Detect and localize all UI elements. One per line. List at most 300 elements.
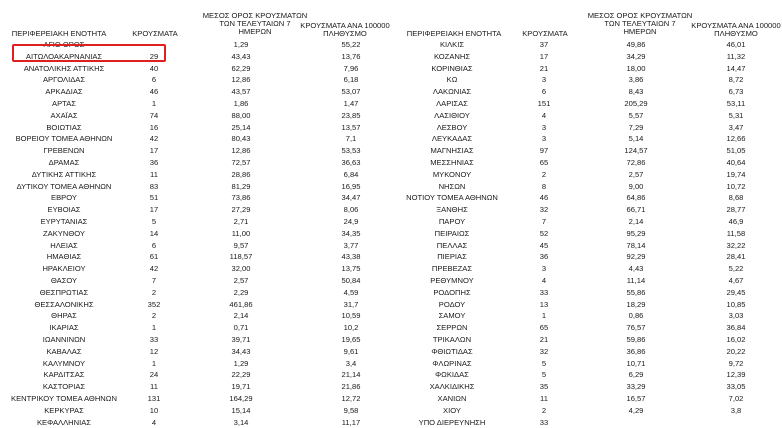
left-table-row bbox=[0, 310, 400, 322]
avg7-value: 9,00 bbox=[582, 181, 690, 193]
per100k-value: 21,14 bbox=[302, 369, 400, 381]
region-name: ΑΓΙΟ ΟΡΟΣ bbox=[0, 39, 128, 51]
left-table-row bbox=[0, 98, 400, 110]
cases-value: 52 bbox=[506, 228, 582, 240]
per100k-value: 3,4 bbox=[302, 358, 400, 370]
left-table-row bbox=[0, 228, 400, 240]
cases-value: 11 bbox=[128, 381, 180, 393]
right-header-cases: ΚΡΟΥΣΜΑΤΑ bbox=[510, 30, 580, 38]
cases-value: 17 bbox=[128, 204, 180, 216]
region-name: ΗΛΕΙΑΣ bbox=[0, 240, 128, 252]
cases-value: 21 bbox=[506, 63, 582, 75]
cases-value: 3 bbox=[506, 122, 582, 134]
region-name: ΙΚΑΡΙΑΣ bbox=[0, 322, 128, 334]
avg7-value: 124,57 bbox=[582, 145, 690, 157]
left-table-row bbox=[0, 181, 400, 193]
per100k-value: 14,47 bbox=[690, 63, 782, 75]
region-name: ΝΟΤΙΟΥ ΤΟΜΕΑ ΑΘΗΝΩΝ bbox=[398, 192, 506, 204]
cases-value: 5 bbox=[128, 216, 180, 228]
cases-value: 14 bbox=[128, 228, 180, 240]
right-table-row bbox=[398, 275, 782, 287]
right-table-row bbox=[398, 110, 782, 122]
left-table-row bbox=[0, 287, 400, 299]
region-name: ΔΥΤΙΚΟΥ ΤΟΜΕΑ ΑΘΗΝΩΝ bbox=[0, 181, 128, 193]
left-table-row bbox=[0, 192, 400, 204]
cases-value: 5 bbox=[506, 369, 582, 381]
cases-value: 6 bbox=[128, 240, 180, 252]
per100k-value: 1,47 bbox=[302, 98, 400, 110]
region-name: ΜΥΚΟΝΟΥ bbox=[398, 169, 506, 181]
avg7-value: 7,29 bbox=[582, 122, 690, 134]
right-table-row bbox=[398, 39, 782, 51]
per100k-value: 3,03 bbox=[690, 310, 782, 322]
cases-value: 21 bbox=[506, 334, 582, 346]
region-name: ΡΟΔΟΠΗΣ bbox=[398, 287, 506, 299]
avg7-value: 4,29 bbox=[582, 405, 690, 417]
region-name: ΚΙΛΚΙΣ bbox=[398, 39, 506, 51]
cases-value: 6 bbox=[506, 86, 582, 98]
cases-value: 37 bbox=[506, 39, 582, 51]
per100k-value: 46,01 bbox=[690, 39, 782, 51]
left-table-row bbox=[0, 263, 400, 275]
right-table-row bbox=[398, 181, 782, 193]
cases-value: 46 bbox=[506, 192, 582, 204]
left-table-row bbox=[0, 369, 400, 381]
left-cases-table bbox=[0, 39, 400, 428]
left-table-row bbox=[0, 346, 400, 358]
avg7-value: 4,43 bbox=[582, 263, 690, 275]
cases-value: 151 bbox=[506, 98, 582, 110]
region-name: ΛΑΡΙΣΑΣ bbox=[398, 98, 506, 110]
region-name: ΧΑΝΙΩΝ bbox=[398, 393, 506, 405]
avg7-value: 0,71 bbox=[180, 322, 302, 334]
avg7-value: 12,86 bbox=[180, 145, 302, 157]
avg7-value: 25,14 bbox=[180, 122, 302, 134]
left-table-row bbox=[0, 358, 400, 370]
avg7-value: 27,29 bbox=[180, 204, 302, 216]
right-table-row bbox=[398, 358, 782, 370]
cases-value: 65 bbox=[506, 157, 582, 169]
cases-value: 61 bbox=[128, 251, 180, 263]
region-name: ΡΟΔΟΥ bbox=[398, 299, 506, 311]
region-name: ΦΩΚΙΔΑΣ bbox=[398, 369, 506, 381]
per100k-value: 28,77 bbox=[690, 204, 782, 216]
left-table-row bbox=[0, 63, 400, 75]
region-name: ΠΕΙΡΑΙΩΣ bbox=[398, 228, 506, 240]
region-name: ΧΙΟΥ bbox=[398, 405, 506, 417]
right-table-row bbox=[398, 405, 782, 417]
left-table-row bbox=[0, 133, 400, 145]
avg7-value: 11,00 bbox=[180, 228, 302, 240]
avg7-value: 2,14 bbox=[582, 216, 690, 228]
region-name: ΦΛΩΡΙΝΑΣ bbox=[398, 358, 506, 370]
left-table-row bbox=[0, 240, 400, 252]
region-name: ΜΕΣΣΗΝΙΑΣ bbox=[398, 157, 506, 169]
avg7-value: 18,00 bbox=[582, 63, 690, 75]
cases-value: 10 bbox=[128, 405, 180, 417]
right-table-row bbox=[398, 299, 782, 311]
avg7-value: 2,57 bbox=[180, 275, 302, 287]
right-table-row bbox=[398, 369, 782, 381]
avg7-value: 55,86 bbox=[582, 287, 690, 299]
right-table-row bbox=[398, 98, 782, 110]
left-table-row bbox=[0, 381, 400, 393]
region-name: ΚΟΡΙΝΘΙΑΣ bbox=[398, 63, 506, 75]
region-name: ΠΡΕΒΕΖΑΣ bbox=[398, 263, 506, 275]
cases-value: 36 bbox=[128, 157, 180, 169]
region-name: ΑΝΑΤΟΛΙΚΗΣ ΑΤΤΙΚΗΣ bbox=[0, 63, 128, 75]
region-name: ΗΡΑΚΛΕΙΟΥ bbox=[0, 263, 128, 275]
right-table-row bbox=[398, 216, 782, 228]
avg7-value: 36,86 bbox=[582, 346, 690, 358]
avg7-value bbox=[582, 417, 690, 428]
cases-value: 17 bbox=[128, 145, 180, 157]
region-name: ΚΑΡΔΙΤΣΑΣ bbox=[0, 369, 128, 381]
cases-value: 36 bbox=[506, 251, 582, 263]
region-name: ΞΑΝΘΗΣ bbox=[398, 204, 506, 216]
avg7-value: 0,86 bbox=[582, 310, 690, 322]
cases-value: 40 bbox=[128, 63, 180, 75]
per100k-value: 16,95 bbox=[302, 181, 400, 193]
right-table-row bbox=[398, 122, 782, 134]
avg7-value: 2,14 bbox=[180, 310, 302, 322]
right-cases-table bbox=[398, 39, 782, 428]
right-table-row bbox=[398, 169, 782, 181]
per100k-value: 24,9 bbox=[302, 216, 400, 228]
avg7-value: 118,57 bbox=[180, 251, 302, 263]
per100k-value: 50,84 bbox=[302, 275, 400, 287]
right-table-row bbox=[398, 287, 782, 299]
per100k-value: 28,41 bbox=[690, 251, 782, 263]
avg7-value: 2,29 bbox=[180, 287, 302, 299]
avg7-value: 80,43 bbox=[180, 133, 302, 145]
cases-value: 33 bbox=[506, 287, 582, 299]
region-name: ΕΥΒΟΙΑΣ bbox=[0, 204, 128, 216]
cases-value: 1 bbox=[128, 322, 180, 334]
avg7-value: 5,57 bbox=[582, 110, 690, 122]
per100k-value: 33,05 bbox=[690, 381, 782, 393]
avg7-value: 34,29 bbox=[582, 51, 690, 63]
region-name: ΚΑΛΥΜΝΟΥ bbox=[0, 358, 128, 370]
avg7-value: 72,57 bbox=[180, 157, 302, 169]
cases-value: 33 bbox=[128, 334, 180, 346]
region-name: ΑΡΤΑΣ bbox=[0, 98, 128, 110]
avg7-value: 1,29 bbox=[180, 358, 302, 370]
cases-value: 8 bbox=[506, 181, 582, 193]
region-name: ΕΒΡΟΥ bbox=[0, 192, 128, 204]
region-name: ΛΕΣΒΟΥ bbox=[398, 122, 506, 134]
left-table-row bbox=[0, 169, 400, 181]
right-header-avg7: ΜΕΣΟΣ ΟΡΟΣ ΚΡΟΥΣΜΑΤΩΝ ΤΩΝ ΤΕΛΕΥΤΑΙΩΝ 7 ΗΜΕΡΩΝ bbox=[580, 12, 700, 37]
per100k-value bbox=[690, 417, 782, 428]
left-table-row bbox=[0, 110, 400, 122]
cases-value: 1 bbox=[506, 310, 582, 322]
avg7-value: 3,86 bbox=[582, 74, 690, 86]
cases-value: 83 bbox=[128, 181, 180, 193]
per100k-value: 51,05 bbox=[690, 145, 782, 157]
right-table-row bbox=[398, 228, 782, 240]
avg7-value: 78,14 bbox=[582, 240, 690, 252]
per100k-value: 7,1 bbox=[302, 133, 400, 145]
region-name: ΒΟΙΩΤΙΑΣ bbox=[0, 122, 128, 134]
region-name: ΚΩ bbox=[398, 74, 506, 86]
per100k-value: 10,2 bbox=[302, 322, 400, 334]
avg7-value: 49,86 bbox=[582, 39, 690, 51]
per100k-value: 5,22 bbox=[690, 263, 782, 275]
cases-value: 74 bbox=[128, 110, 180, 122]
avg7-value: 1,29 bbox=[180, 39, 302, 51]
right-table-row bbox=[398, 393, 782, 405]
left-header-region: ΠΕΡΙΦΕΡΕΙΑΚΗ ΕΝΟΤΗΤΑ bbox=[0, 30, 118, 38]
cases-value: 3 bbox=[506, 133, 582, 145]
left-table-row bbox=[0, 299, 400, 311]
per100k-value: 53,53 bbox=[302, 145, 400, 157]
left-table-row bbox=[0, 405, 400, 417]
left-table-row bbox=[0, 157, 400, 169]
cases-value: 3 bbox=[506, 263, 582, 275]
region-name: ΜΑΓΝΗΣΙΑΣ bbox=[398, 145, 506, 157]
per100k-value: 55,22 bbox=[302, 39, 400, 51]
avg7-value: 28,86 bbox=[180, 169, 302, 181]
cases-value: 6 bbox=[128, 74, 180, 86]
cases-value: 1 bbox=[128, 358, 180, 370]
region-name: ΘΕΣΣΑΛΟΝΙΚΗΣ bbox=[0, 299, 128, 311]
per100k-value: 4,67 bbox=[690, 275, 782, 287]
left-table-row bbox=[0, 86, 400, 98]
avg7-value: 72,86 bbox=[582, 157, 690, 169]
cases-value: 7 bbox=[506, 216, 582, 228]
avg7-value: 15,14 bbox=[180, 405, 302, 417]
left-table-row bbox=[0, 417, 400, 428]
per100k-value: 11,17 bbox=[302, 417, 400, 428]
region-name: ΕΥΡΥΤΑΝΙΑΣ bbox=[0, 216, 128, 228]
right-table-row bbox=[398, 310, 782, 322]
avg7-value: 62,29 bbox=[180, 63, 302, 75]
per100k-value: 6,84 bbox=[302, 169, 400, 181]
region-name: ΔΥΤΙΚΗΣ ΑΤΤΙΚΗΣ bbox=[0, 169, 128, 181]
avg7-value: 12,86 bbox=[180, 74, 302, 86]
cases-value: 352 bbox=[128, 299, 180, 311]
cases-value: 29 bbox=[128, 51, 180, 63]
region-name: ΧΑΛΚΙΔΙΚΗΣ bbox=[398, 381, 506, 393]
cases-value: 4 bbox=[506, 275, 582, 287]
cases-value: 4 bbox=[506, 110, 582, 122]
avg7-value: 33,29 bbox=[582, 381, 690, 393]
cases-value: 42 bbox=[128, 133, 180, 145]
region-name: ΚΕΝΤΡΙΚΟΥ ΤΟΜΕΑ ΑΘΗΝΩΝ bbox=[0, 393, 128, 405]
avg7-value: 81,29 bbox=[180, 181, 302, 193]
region-name: ΡΕΘΥΜΝΟΥ bbox=[398, 275, 506, 287]
avg7-value: 5,14 bbox=[582, 133, 690, 145]
cases-value: 45 bbox=[506, 240, 582, 252]
per100k-value: 43,38 bbox=[302, 251, 400, 263]
avg7-value: 59,86 bbox=[582, 334, 690, 346]
per100k-value: 20,22 bbox=[690, 346, 782, 358]
avg7-value: 19,71 bbox=[180, 381, 302, 393]
avg7-value: 18,29 bbox=[582, 299, 690, 311]
region-name: ΛΕΥΚΑΔΑΣ bbox=[398, 133, 506, 145]
right-table-row bbox=[398, 263, 782, 275]
cases-value: 5 bbox=[506, 358, 582, 370]
cases-value: 32 bbox=[506, 346, 582, 358]
cases-value: 33 bbox=[506, 417, 582, 428]
per100k-value: 12,72 bbox=[302, 393, 400, 405]
left-table-row bbox=[0, 251, 400, 263]
per100k-value: 11,32 bbox=[690, 51, 782, 63]
right-table-row bbox=[398, 63, 782, 75]
per100k-value: 23,85 bbox=[302, 110, 400, 122]
avg7-value: 39,71 bbox=[180, 334, 302, 346]
cases-value: 131 bbox=[128, 393, 180, 405]
cases-value: 2 bbox=[128, 287, 180, 299]
right-table-row bbox=[398, 417, 782, 428]
right-table-row bbox=[398, 322, 782, 334]
per100k-value: 29,45 bbox=[690, 287, 782, 299]
left-table-row bbox=[0, 122, 400, 134]
left-table-row bbox=[0, 334, 400, 346]
per100k-value: 10,72 bbox=[690, 181, 782, 193]
region-name: ΑΙΤΩΛΟΑΚΑΡΝΑΝΙΑΣ bbox=[0, 51, 128, 63]
per100k-value: 3,47 bbox=[690, 122, 782, 134]
region-name: ΘΗΡΑΣ bbox=[0, 310, 128, 322]
cases-value: 11 bbox=[506, 393, 582, 405]
region-name: ΘΑΣΟΥ bbox=[0, 275, 128, 287]
avg7-value: 2,57 bbox=[582, 169, 690, 181]
region-name: ΒΟΡΕΙΟΥ ΤΟΜΕΑ ΑΘΗΝΩΝ bbox=[0, 133, 128, 145]
region-name: ΑΡΓΟΛΙΔΑΣ bbox=[0, 74, 128, 86]
region-name: ΔΡΑΜΑΣ bbox=[0, 157, 128, 169]
per100k-value: 19,65 bbox=[302, 334, 400, 346]
region-name: ΖΑΚΥΝΘΟΥ bbox=[0, 228, 128, 240]
region-name: ΑΡΚΑΔΙΑΣ bbox=[0, 86, 128, 98]
per100k-value: 3,77 bbox=[302, 240, 400, 252]
region-name: ΛΑΚΩΝΙΑΣ bbox=[398, 86, 506, 98]
per100k-value: 9,58 bbox=[302, 405, 400, 417]
right-table-row bbox=[398, 133, 782, 145]
per100k-value: 6,18 bbox=[302, 74, 400, 86]
avg7-value: 64,86 bbox=[582, 192, 690, 204]
avg7-value: 10,71 bbox=[582, 358, 690, 370]
region-name: ΥΠΟ ΔΙΕΡΕΥΝΗΣΗ bbox=[398, 417, 506, 428]
right-header-region: ΠΕΡΙΦΕΡΕΙΑΚΗ ΕΝΟΤΗΤΑ bbox=[398, 30, 510, 38]
avg7-value: 95,29 bbox=[582, 228, 690, 240]
per100k-value: 10,85 bbox=[690, 299, 782, 311]
region-name: ΚΕΦΑΛΛΗΝΙΑΣ bbox=[0, 417, 128, 428]
per100k-value: 13,75 bbox=[302, 263, 400, 275]
region-name: ΤΡΙΚΑΛΩΝ bbox=[398, 334, 506, 346]
per100k-value: 9,72 bbox=[690, 358, 782, 370]
region-name: ΣΕΡΡΩΝ bbox=[398, 322, 506, 334]
per100k-value: 46,9 bbox=[690, 216, 782, 228]
avg7-value: 32,00 bbox=[180, 263, 302, 275]
region-name: ΦΘΙΩΤΙΔΑΣ bbox=[398, 346, 506, 358]
right-table-row bbox=[398, 157, 782, 169]
per100k-value: 34,35 bbox=[302, 228, 400, 240]
cases-value: 2 bbox=[128, 310, 180, 322]
cases-value: 12 bbox=[128, 346, 180, 358]
per100k-value: 5,31 bbox=[690, 110, 782, 122]
per100k-value: 13,57 bbox=[302, 122, 400, 134]
avg7-value: 34,43 bbox=[180, 346, 302, 358]
avg7-value: 73,86 bbox=[180, 192, 302, 204]
left-table-row bbox=[0, 322, 400, 334]
right-table-row bbox=[398, 86, 782, 98]
region-name: ΝΗΣΩΝ bbox=[398, 181, 506, 193]
left-table-row bbox=[0, 74, 400, 86]
cases-value: 51 bbox=[128, 192, 180, 204]
region-name: ΑΧΑΪΑΣ bbox=[0, 110, 128, 122]
right-table-row bbox=[398, 74, 782, 86]
per100k-value: 16,02 bbox=[690, 334, 782, 346]
per100k-value: 13,76 bbox=[302, 51, 400, 63]
cases-value: 2 bbox=[506, 405, 582, 417]
avg7-value: 76,57 bbox=[582, 322, 690, 334]
region-name: ΚΟΖΑΝΗΣ bbox=[398, 51, 506, 63]
region-name: ΠΑΡΟΥ bbox=[398, 216, 506, 228]
avg7-value: 88,00 bbox=[180, 110, 302, 122]
per100k-value: 10,59 bbox=[302, 310, 400, 322]
right-table-row bbox=[398, 251, 782, 263]
avg7-value: 205,29 bbox=[582, 98, 690, 110]
region-name: ΛΑΣΙΘΙΟΥ bbox=[398, 110, 506, 122]
region-name: ΣΑΜΟΥ bbox=[398, 310, 506, 322]
per100k-value: 7,02 bbox=[690, 393, 782, 405]
per100k-value: 31,7 bbox=[302, 299, 400, 311]
per100k-value: 12,39 bbox=[690, 369, 782, 381]
cases-value: 2 bbox=[506, 169, 582, 181]
cases-value: 42 bbox=[128, 263, 180, 275]
right-table-row bbox=[398, 145, 782, 157]
avg7-value: 3,14 bbox=[180, 417, 302, 428]
cases-value: 17 bbox=[506, 51, 582, 63]
per100k-value: 36,84 bbox=[690, 322, 782, 334]
left-table-row bbox=[0, 145, 400, 157]
per100k-value: 4,59 bbox=[302, 287, 400, 299]
left-header-cases: ΚΡΟΥΣΜΑΤΑ bbox=[120, 30, 190, 38]
cases-value: 97 bbox=[506, 145, 582, 157]
per100k-value: 34,47 bbox=[302, 192, 400, 204]
per100k-value: 40,64 bbox=[690, 157, 782, 169]
per100k-value: 8,72 bbox=[690, 74, 782, 86]
left-table-row bbox=[0, 204, 400, 216]
region-name: ΓΡΕΒΕΝΩΝ bbox=[0, 145, 128, 157]
right-header-per100k: ΚΡΟΥΣΜΑΤΑ ΑΝΑ 100000 ΠΛΗΘΥΣΜΟ bbox=[690, 22, 782, 38]
avg7-value: 2,71 bbox=[180, 216, 302, 228]
region-name: ΗΜΑΘΙΑΣ bbox=[0, 251, 128, 263]
left-header-per100k: ΚΡΟΥΣΜΑΤΑ ΑΝΑ 100000 ΠΛΗΘΥΣΜΟ bbox=[290, 22, 400, 38]
region-name: ΠΕΛΛΑΣ bbox=[398, 240, 506, 252]
per100k-value: 32,22 bbox=[690, 240, 782, 252]
per100k-value: 53,11 bbox=[690, 98, 782, 110]
right-table-row bbox=[398, 192, 782, 204]
cases-value: 46 bbox=[128, 86, 180, 98]
avg7-value: 16,57 bbox=[582, 393, 690, 405]
cases-value: 13 bbox=[506, 299, 582, 311]
per100k-value: 21,86 bbox=[302, 381, 400, 393]
right-table-row bbox=[398, 334, 782, 346]
cases-value: 65 bbox=[506, 322, 582, 334]
per100k-value: 12,66 bbox=[690, 133, 782, 145]
right-table-row bbox=[398, 204, 782, 216]
region-name: ΠΙΕΡΙΑΣ bbox=[398, 251, 506, 263]
region-name: ΚΕΡΚΥΡΑΣ bbox=[0, 405, 128, 417]
left-table-row bbox=[0, 393, 400, 405]
avg7-value: 11,14 bbox=[582, 275, 690, 287]
avg7-value: 22,29 bbox=[180, 369, 302, 381]
cases-value: 7 bbox=[128, 275, 180, 287]
per100k-value: 7,96 bbox=[302, 63, 400, 75]
cases-value: 24 bbox=[128, 369, 180, 381]
